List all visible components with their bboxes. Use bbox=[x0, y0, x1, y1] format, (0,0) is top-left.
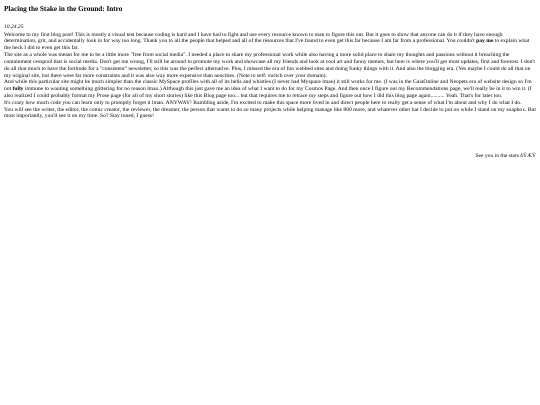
post-paragraph-site-purpose: The site as a whole was meant for me to be a little more "free from social media". I needed a place to share my professional work while also having a more solid place to share my thoughts and passions without it breaching the containment cesspool that is social media. Don't get me wrong, I'll still be around to promote my work and showcase all my friends and look at cool art and funny memes, but here is where you'll get most updates, first and forerost. I don't do all that much to have the fortitude for a "consistent" newsletter, so this was the perfect alternative. Plus, I missed the era of fun webbed sites and doing funky things with it. And also the blogging era. (Yes maybe I could do all that on my original site, but there were far more constraints and it was also way more expensive than neocities. (Note to self: switch over your domain). bbox=[4, 52, 535, 79]
paragraph-text: immune to wanting something glittering for no reason lmao.) Although this just gave me an idea of what I want to do for my Cosmos Page. And then once I figure out my Recommendations page, we'll really be in it to win it. (I also realized I could probably format my Prose page (for all of my short stories) like this Blog page too... but that requires me to retrace my steps and figure out how I did this blog page again.......... Yeah. That's for later too. bbox=[4, 86, 532, 99]
paragraph-text: to explain what the heck I did to even get this far. bbox=[4, 38, 530, 52]
blog-page bbox=[0, 0, 540, 160]
post-paragraph-closing: You will see the writer, the editor, the comic creator, the reviewer, the dreamer, the person that wants to do so many projects while helping manage like 800 more, and whatever other hat I decide to put on while I stand on my soapbox. But most importantly, you'll see it on my time. So? Stay tuned, I guess! bbox=[4, 106, 536, 120]
bold-text: fully bbox=[12, 86, 24, 93]
paragraph-text: Welcome to my first blog post! This is mostly a visual test because coding is hard and I have had to fight and use every resource known to man to figure this out. But it goes to show that anyone can do it if they have enough determination, grit, and accidentally look in for way too long. Thank you to all the people that helped and all of the resources that I've found to even get this far because I am far from a professional. You couldn't bbox=[4, 31, 503, 45]
post-paragraph-myspace bbox=[4, 79, 536, 99]
post-body bbox=[4, 32, 536, 121]
post-signoff: See you in the stars δŸÆŸ bbox=[475, 153, 536, 160]
post-date: 10.24.25 bbox=[4, 23, 24, 30]
post-paragraph-welcome bbox=[4, 32, 536, 52]
post-title: Placing the Stake in the Ground: Intro bbox=[4, 5, 123, 13]
post-paragraph-code: It's crazy how much code you can learn only to promptly forget it lmao. ANYWAY! Rambling aside, I'm excited to make this space more lived in and direct people here to really get a sense of what I'm about and why I do what I do. bbox=[4, 99, 522, 106]
paragraph-text: And while this particular site might be much simpler than the classic MySpace profiles with all of its bells and whistles (I never had Myspace lmao) it still works for me. (I was in the GaiaOnline and Neopets era of website design so I'm not bbox=[4, 79, 532, 93]
bold-text: pay me bbox=[476, 38, 494, 45]
